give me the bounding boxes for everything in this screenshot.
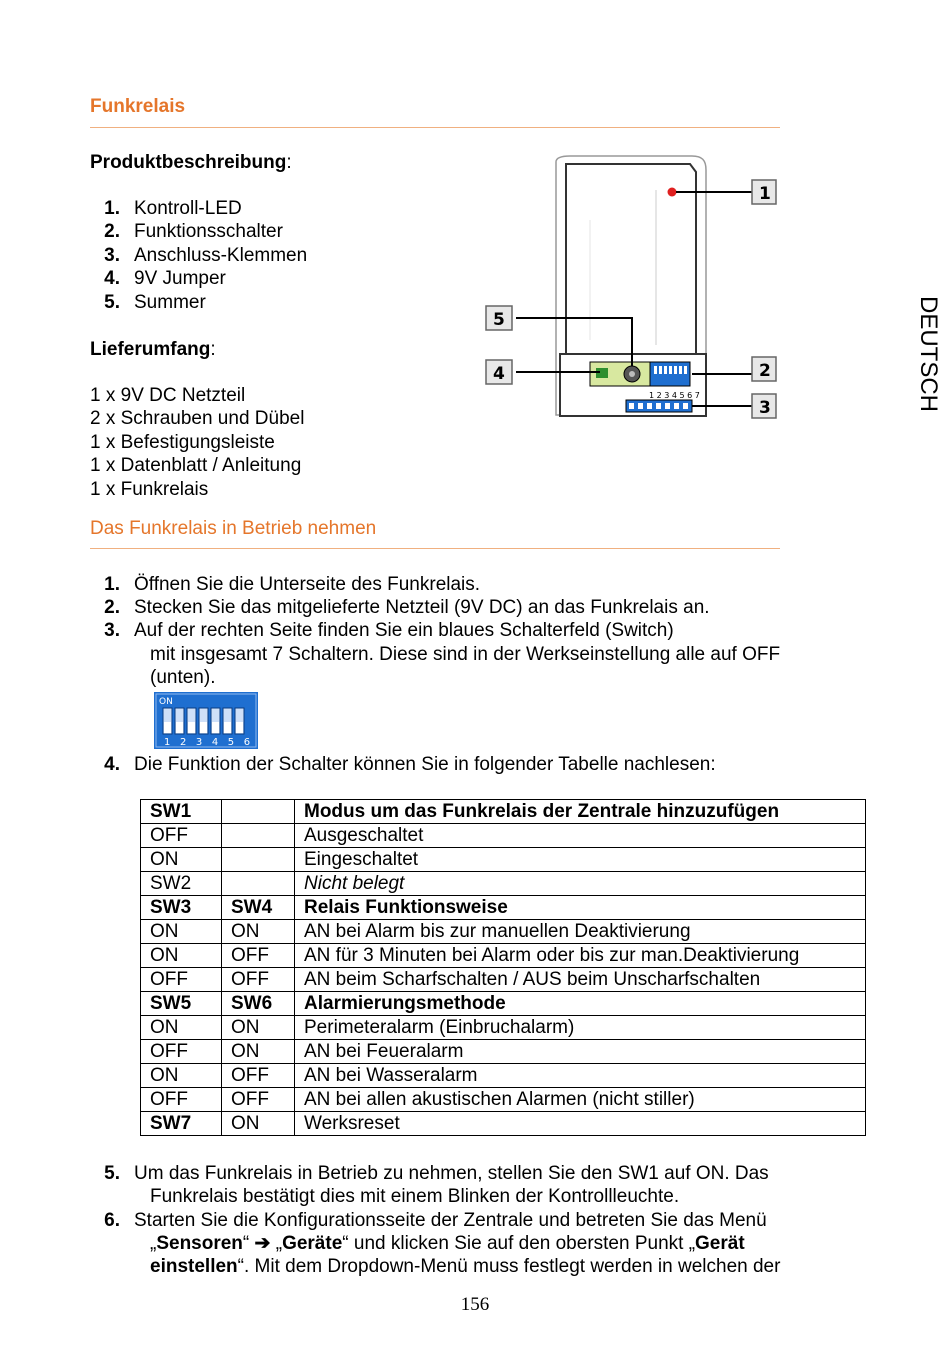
product-heading-text: Produktbeschreibung bbox=[90, 152, 287, 173]
delivery-heading-text: Lieferumfang bbox=[90, 339, 211, 360]
delivery-heading-colon: : bbox=[210, 339, 216, 360]
operation-rule bbox=[90, 548, 780, 549]
step-3-line-3: (unten). bbox=[150, 667, 216, 688]
table-cell: SW5 bbox=[141, 992, 222, 1016]
step-3-line-2: mit insgesamt 7 Schaltern. Diese sind in der Werkseinstellung alle auf OFF bbox=[150, 644, 781, 665]
table-cell bbox=[222, 824, 295, 848]
list-text: 9V Jumper bbox=[134, 268, 226, 290]
step-1 bbox=[90, 573, 480, 596]
list-item bbox=[90, 244, 307, 267]
list-item bbox=[90, 291, 206, 314]
list-item bbox=[90, 267, 226, 290]
side-label-text: DEUTSCH bbox=[915, 296, 942, 413]
delivery-heading bbox=[90, 338, 216, 361]
arrow-right-icon: ➔ bbox=[254, 1233, 271, 1254]
delivery-item: 1 x Datenblatt / Anleitung bbox=[90, 455, 302, 477]
table-cell: SW1 bbox=[141, 800, 222, 824]
table-row bbox=[141, 944, 866, 968]
step-number: 3. bbox=[104, 620, 120, 641]
title-rule bbox=[90, 127, 780, 128]
dip-numbers: 1 2 3 4 5 6 7 bbox=[164, 737, 270, 748]
operation-heading: Das Funkrelais in Betrieb nehmen bbox=[90, 518, 377, 539]
led-icon bbox=[668, 188, 677, 197]
step-text: Um das Funkrelais in Betrieb zu nehmen, stellen Sie den SW1 auf ON. Das bbox=[134, 1163, 769, 1184]
table-cell: ON bbox=[222, 1016, 295, 1040]
table-cell: SW2 bbox=[141, 872, 222, 896]
table-cell: SW7 bbox=[141, 1112, 222, 1136]
list-item bbox=[90, 220, 283, 243]
table-cell: ON bbox=[141, 920, 222, 944]
table-cell: AN bei Wasseralarm bbox=[295, 1064, 866, 1088]
table-cell: AN bei Feueralarm bbox=[295, 1040, 866, 1064]
delivery-item: 1 x Befestigungsleiste bbox=[90, 431, 275, 453]
table-cell: Perimeteralarm (Einbruchalarm) bbox=[295, 1016, 866, 1040]
callout-3 bbox=[752, 394, 776, 418]
list-number: 5. bbox=[104, 291, 120, 313]
step-2 bbox=[90, 596, 710, 619]
table-row bbox=[141, 872, 866, 896]
list-text: Anschluss-Klemmen bbox=[134, 244, 308, 266]
callout-1-label: 1 bbox=[759, 184, 771, 204]
list-text: Summer bbox=[134, 291, 206, 313]
table-cell: Relais Funktionsweise bbox=[295, 896, 866, 920]
step-3 bbox=[90, 619, 674, 642]
table-cell: OFF bbox=[222, 968, 295, 992]
step-6-mid-text: “ und klicken Sie auf den obersten Punkt „ bbox=[342, 1233, 696, 1254]
step-number: 4. bbox=[104, 754, 120, 775]
product-heading bbox=[90, 151, 292, 174]
table-cell: OFF bbox=[222, 1064, 295, 1088]
table-cell: Werksreset bbox=[295, 1112, 866, 1136]
table-cell: OFF bbox=[141, 824, 222, 848]
table-row bbox=[141, 1112, 866, 1136]
table-cell: OFF bbox=[222, 1088, 295, 1112]
step-6 bbox=[90, 1209, 767, 1232]
table-cell: ON bbox=[141, 1064, 222, 1088]
list-text: Kontroll-LED bbox=[134, 198, 242, 219]
callout-3-label: 3 bbox=[759, 398, 771, 418]
list-number: 2. bbox=[104, 221, 120, 243]
table-cell bbox=[222, 848, 295, 872]
product-heading-colon: : bbox=[286, 152, 292, 173]
step-text: Öffnen Sie die Unterseite des Funkrelais. bbox=[134, 574, 481, 595]
menu-geraet: Gerät bbox=[695, 1233, 745, 1254]
callout-1 bbox=[752, 180, 776, 204]
table-cell bbox=[222, 800, 295, 824]
step-text: Die Funktion der Schalter können Sie in folgender Tabelle nachlesen: bbox=[134, 754, 716, 775]
step-5 bbox=[90, 1162, 769, 1185]
table-row bbox=[141, 848, 866, 872]
table-cell: OFF bbox=[141, 1040, 222, 1064]
table-cell: ON bbox=[222, 920, 295, 944]
menu-sensoren: Sensoren bbox=[156, 1233, 243, 1254]
step-text: Stecken Sie das mitgelieferte Netzteil (9V DC) an das Funkrelais an. bbox=[134, 597, 710, 618]
table-cell: AN bei Alarm bis zur manuellen Deaktivierung bbox=[295, 920, 866, 944]
table-row bbox=[141, 968, 866, 992]
product-list bbox=[90, 197, 390, 317]
callout-4 bbox=[486, 360, 512, 384]
delivery-item: 1 x Funkrelais bbox=[90, 478, 209, 500]
callout-4-label: 4 bbox=[493, 364, 505, 384]
callout-5-label: 5 bbox=[493, 310, 505, 330]
table-cell: ON bbox=[141, 848, 222, 872]
step-6-line-3 bbox=[150, 1255, 780, 1278]
table-cell: AN für 3 Minuten bei Alarm oder bis zur man.Deaktivierung bbox=[295, 944, 866, 968]
callout-2 bbox=[752, 357, 776, 381]
callout-5 bbox=[486, 306, 512, 330]
table-cell: Alarmierungsmethode bbox=[295, 992, 866, 1016]
table-cell: ON bbox=[222, 1040, 295, 1064]
list-number: 3. bbox=[104, 244, 120, 266]
step-6-line-2 bbox=[150, 1232, 745, 1255]
table-row bbox=[141, 992, 866, 1016]
step-5-line-2: Funkrelais bestätigt dies mit einem Blinken der Kontrollleuchte. bbox=[150, 1186, 680, 1207]
callout-2-label: 2 bbox=[759, 361, 771, 381]
table-row bbox=[141, 1064, 866, 1088]
quote-open: „ bbox=[150, 1233, 157, 1254]
table-cell: Modus um das Funkrelais der Zentrale hinzuzufügen bbox=[295, 800, 866, 824]
menu-geraete: Geräte bbox=[282, 1233, 343, 1254]
table-cell: OFF bbox=[141, 968, 222, 992]
table-cell: ON bbox=[222, 1112, 295, 1136]
list-number: 4. bbox=[104, 268, 120, 290]
switch-table bbox=[140, 799, 866, 1136]
table-row bbox=[141, 1016, 866, 1040]
list-number: 1. bbox=[104, 198, 120, 219]
table-row bbox=[141, 920, 866, 944]
quote-open-2: „ bbox=[270, 1233, 283, 1254]
step-number: 5. bbox=[104, 1163, 120, 1184]
step-text: Starten Sie die Konfigurationsseite der Zentrale und betreten Sie das Menü bbox=[134, 1210, 767, 1231]
step-number: 2. bbox=[104, 597, 120, 618]
step-number: 6. bbox=[104, 1210, 120, 1231]
table-cell: OFF bbox=[141, 1088, 222, 1112]
language-side-label bbox=[905, 296, 945, 436]
menu-einstellen: einstellen bbox=[150, 1256, 238, 1277]
step-4 bbox=[90, 753, 716, 776]
terminal-numbers: 1 2 3 4 5 6 7 bbox=[649, 391, 700, 400]
table-cell: Ausgeschaltet bbox=[295, 824, 866, 848]
step-6-tail-text: “. Mit dem Dropdown-Menü muss festlegt werden in welchen der bbox=[237, 1256, 781, 1277]
table-cell: Nicht belegt bbox=[295, 872, 866, 896]
dip-on-label: ON bbox=[159, 697, 173, 707]
table-row bbox=[141, 896, 866, 920]
delivery-item: 2 x Schrauben und Dübel bbox=[90, 408, 305, 430]
quote-close: “ bbox=[242, 1233, 255, 1254]
table-cell: ON bbox=[141, 1016, 222, 1040]
table-cell: SW3 bbox=[141, 896, 222, 920]
step-text: Auf der rechten Seite finden Sie ein blaues Schalterfeld (Switch) bbox=[134, 620, 674, 641]
table-cell: ON bbox=[141, 944, 222, 968]
list-item bbox=[90, 197, 242, 220]
table-cell: SW4 bbox=[222, 896, 295, 920]
table-cell: Eingeschaltet bbox=[295, 848, 866, 872]
list-text: Funktionsschalter bbox=[134, 221, 283, 243]
page-number: 156 bbox=[460, 1294, 490, 1315]
table-row bbox=[141, 1088, 866, 1112]
table-cell: OFF bbox=[222, 944, 295, 968]
dip-switch-image bbox=[154, 692, 270, 749]
table-cell: AN bei allen akustischen Alarmen (nicht stiller) bbox=[295, 1088, 866, 1112]
delivery-item: 1 x 9V DC Netzteil bbox=[90, 385, 246, 406]
table-row bbox=[141, 1040, 866, 1064]
table-cell: SW6 bbox=[222, 992, 295, 1016]
step-number: 1. bbox=[104, 574, 120, 595]
table-row bbox=[141, 824, 866, 848]
table-row bbox=[141, 800, 866, 824]
delivery-list bbox=[90, 384, 304, 501]
table-cell: AN beim Scharfschalten / AUS beim Unscharfschalten bbox=[295, 968, 866, 992]
page-title: Funkrelais bbox=[90, 96, 186, 117]
table-cell bbox=[222, 872, 295, 896]
device-diagram bbox=[480, 150, 790, 430]
